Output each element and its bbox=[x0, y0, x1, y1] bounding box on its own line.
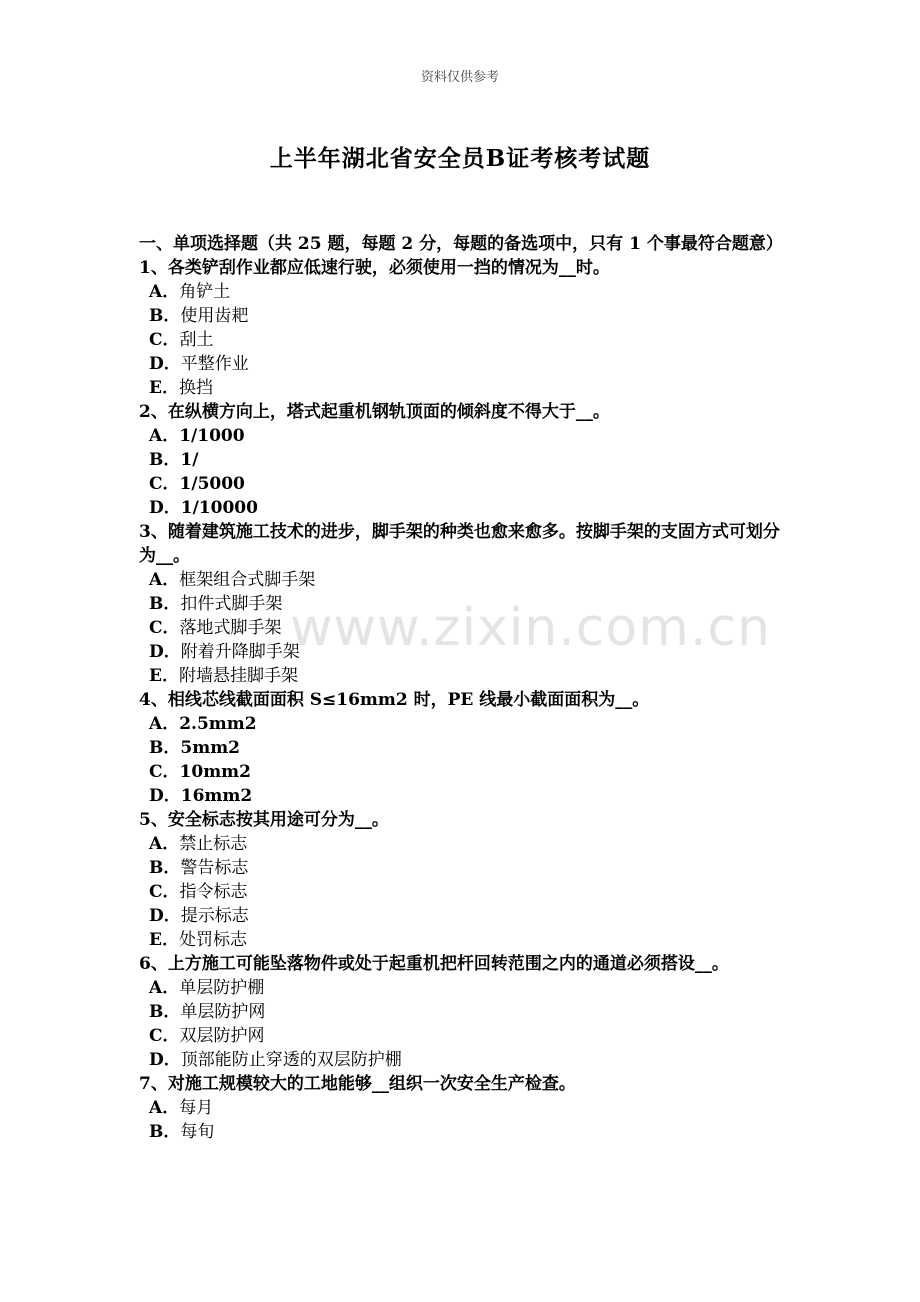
option-item bbox=[139, 664, 789, 688]
option-item bbox=[139, 304, 789, 328]
option-text: 双层防护网 bbox=[179, 1026, 265, 1046]
option-letter: B． bbox=[149, 738, 181, 758]
option-item bbox=[139, 472, 789, 496]
option-item bbox=[139, 376, 789, 400]
option-text: 1/ bbox=[180, 450, 199, 470]
document-title: 上半年湖北省安全员B证考核考试题 bbox=[269, 145, 651, 172]
section-heading: 一、单项选择题（共 25 题，每题 2 分，每题的备选项中，只有 1 个事最符合题意） bbox=[139, 234, 783, 254]
option-text: 每月 bbox=[179, 1098, 214, 1118]
question-text: 2、在纵横方向上，塔式起重机钢轨顶面的倾斜度不得大于__。 bbox=[139, 402, 610, 422]
option-letter: D． bbox=[149, 642, 181, 662]
option-item bbox=[139, 856, 789, 880]
option-text: 5mm2 bbox=[180, 738, 241, 758]
option-item bbox=[139, 1000, 789, 1024]
option-item bbox=[139, 448, 789, 472]
option-item bbox=[139, 616, 789, 640]
option-text: 顶部能防止穿透的双层防护棚 bbox=[180, 1050, 402, 1070]
option-letter: A． bbox=[149, 570, 180, 590]
option-text: 1/1000 bbox=[179, 426, 245, 446]
option-text: 附着升降脚手架 bbox=[180, 642, 300, 662]
option-letter: B． bbox=[149, 858, 181, 878]
option-letter: C． bbox=[149, 618, 180, 638]
option-text: 禁止标志 bbox=[179, 834, 248, 854]
option-letter: C． bbox=[149, 1026, 180, 1046]
option-item bbox=[139, 736, 789, 760]
option-text: 单层防护网 bbox=[180, 1002, 266, 1022]
option-text: 10mm2 bbox=[179, 762, 251, 782]
question-list bbox=[139, 256, 789, 1144]
option-item bbox=[139, 760, 789, 784]
option-item bbox=[139, 784, 789, 808]
option-item bbox=[139, 904, 789, 928]
page-header: 资料仅供参考 bbox=[420, 70, 499, 85]
option-letter: B． bbox=[149, 1122, 181, 1142]
option-text: 扣件式脚手架 bbox=[180, 594, 283, 614]
option-text: 单层防护棚 bbox=[179, 978, 265, 998]
option-text: 刮土 bbox=[179, 330, 214, 350]
option-item bbox=[139, 280, 789, 304]
option-item bbox=[139, 712, 789, 736]
option-item bbox=[139, 1048, 789, 1072]
option-text: 框架组合式脚手架 bbox=[179, 570, 316, 590]
option-letter: B． bbox=[149, 1002, 181, 1022]
option-letter: A． bbox=[149, 714, 180, 734]
option-text: 1/5000 bbox=[179, 474, 245, 494]
option-letter: B． bbox=[149, 594, 181, 614]
option-text: 附墙悬挂脚手架 bbox=[178, 666, 298, 686]
option-text: 换挡 bbox=[178, 378, 213, 398]
option-text: 平整作业 bbox=[180, 354, 249, 374]
question-text: 4、相线芯线截面面积 S≤16mm2 时，PE 线最小截面面积为__。 bbox=[139, 690, 650, 710]
option-text: 角铲土 bbox=[179, 282, 231, 302]
option-letter: A． bbox=[149, 282, 180, 302]
option-letter: D． bbox=[149, 354, 181, 374]
option-item bbox=[139, 1120, 789, 1144]
option-text: 每旬 bbox=[180, 1122, 215, 1142]
option-letter: E． bbox=[149, 378, 179, 398]
document-body bbox=[139, 232, 789, 1144]
option-letter: D． bbox=[149, 786, 181, 806]
option-letter: A． bbox=[149, 834, 180, 854]
option-letter: E． bbox=[149, 930, 179, 950]
option-text: 2.5mm2 bbox=[179, 714, 257, 734]
option-letter: C． bbox=[149, 762, 180, 782]
option-letter: B． bbox=[149, 450, 181, 470]
option-letter: A． bbox=[149, 426, 180, 446]
option-letter: C． bbox=[149, 882, 180, 902]
option-item bbox=[139, 928, 789, 952]
question-text: 5、安全标志按其用途可分为__。 bbox=[139, 810, 389, 830]
option-text: 提示标志 bbox=[180, 906, 249, 926]
option-letter: D． bbox=[149, 906, 181, 926]
option-item bbox=[139, 880, 789, 904]
option-item bbox=[139, 976, 789, 1000]
option-letter: E． bbox=[149, 666, 179, 686]
option-text: 警告标志 bbox=[180, 858, 249, 878]
option-item bbox=[139, 568, 789, 592]
option-text: 16mm2 bbox=[180, 786, 253, 806]
option-text: 处罚标志 bbox=[178, 930, 247, 950]
option-text: 使用齿耙 bbox=[180, 306, 249, 326]
option-item bbox=[139, 424, 789, 448]
question-text: 1、各类铲刮作业都应低速行驶，必须使用一挡的情况为__时。 bbox=[139, 258, 610, 278]
option-item bbox=[139, 352, 789, 376]
option-item bbox=[139, 832, 789, 856]
option-letter: B． bbox=[149, 306, 181, 326]
option-text: 1/10000 bbox=[180, 498, 258, 518]
watermark: www.zixin.com.cn bbox=[290, 598, 771, 658]
option-letter: D． bbox=[149, 1050, 181, 1070]
question-text: 3、随着建筑施工技术的进步，脚手架的种类也愈来愈多。按脚手架的支固方式可划分为__。 bbox=[139, 522, 780, 566]
option-letter: C． bbox=[149, 330, 180, 350]
option-text: 落地式脚手架 bbox=[179, 618, 282, 638]
option-letter: C． bbox=[149, 474, 180, 494]
option-letter: D． bbox=[149, 498, 181, 518]
option-text: 指令标志 bbox=[179, 882, 248, 902]
option-letter: A． bbox=[149, 1098, 180, 1118]
option-item bbox=[139, 640, 789, 664]
option-item bbox=[139, 592, 789, 616]
option-item bbox=[139, 496, 789, 520]
question-text: 7、对施工规模较大的工地能够__组织一次安全生产检查。 bbox=[139, 1074, 576, 1094]
question-text: 6、上方施工可能坠落物件或处于起重机把杆回转范围之内的通道必须搭设__。 bbox=[139, 954, 729, 974]
option-item bbox=[139, 1024, 789, 1048]
option-item bbox=[139, 1096, 789, 1120]
option-item bbox=[139, 328, 789, 352]
option-letter: A． bbox=[149, 978, 180, 998]
